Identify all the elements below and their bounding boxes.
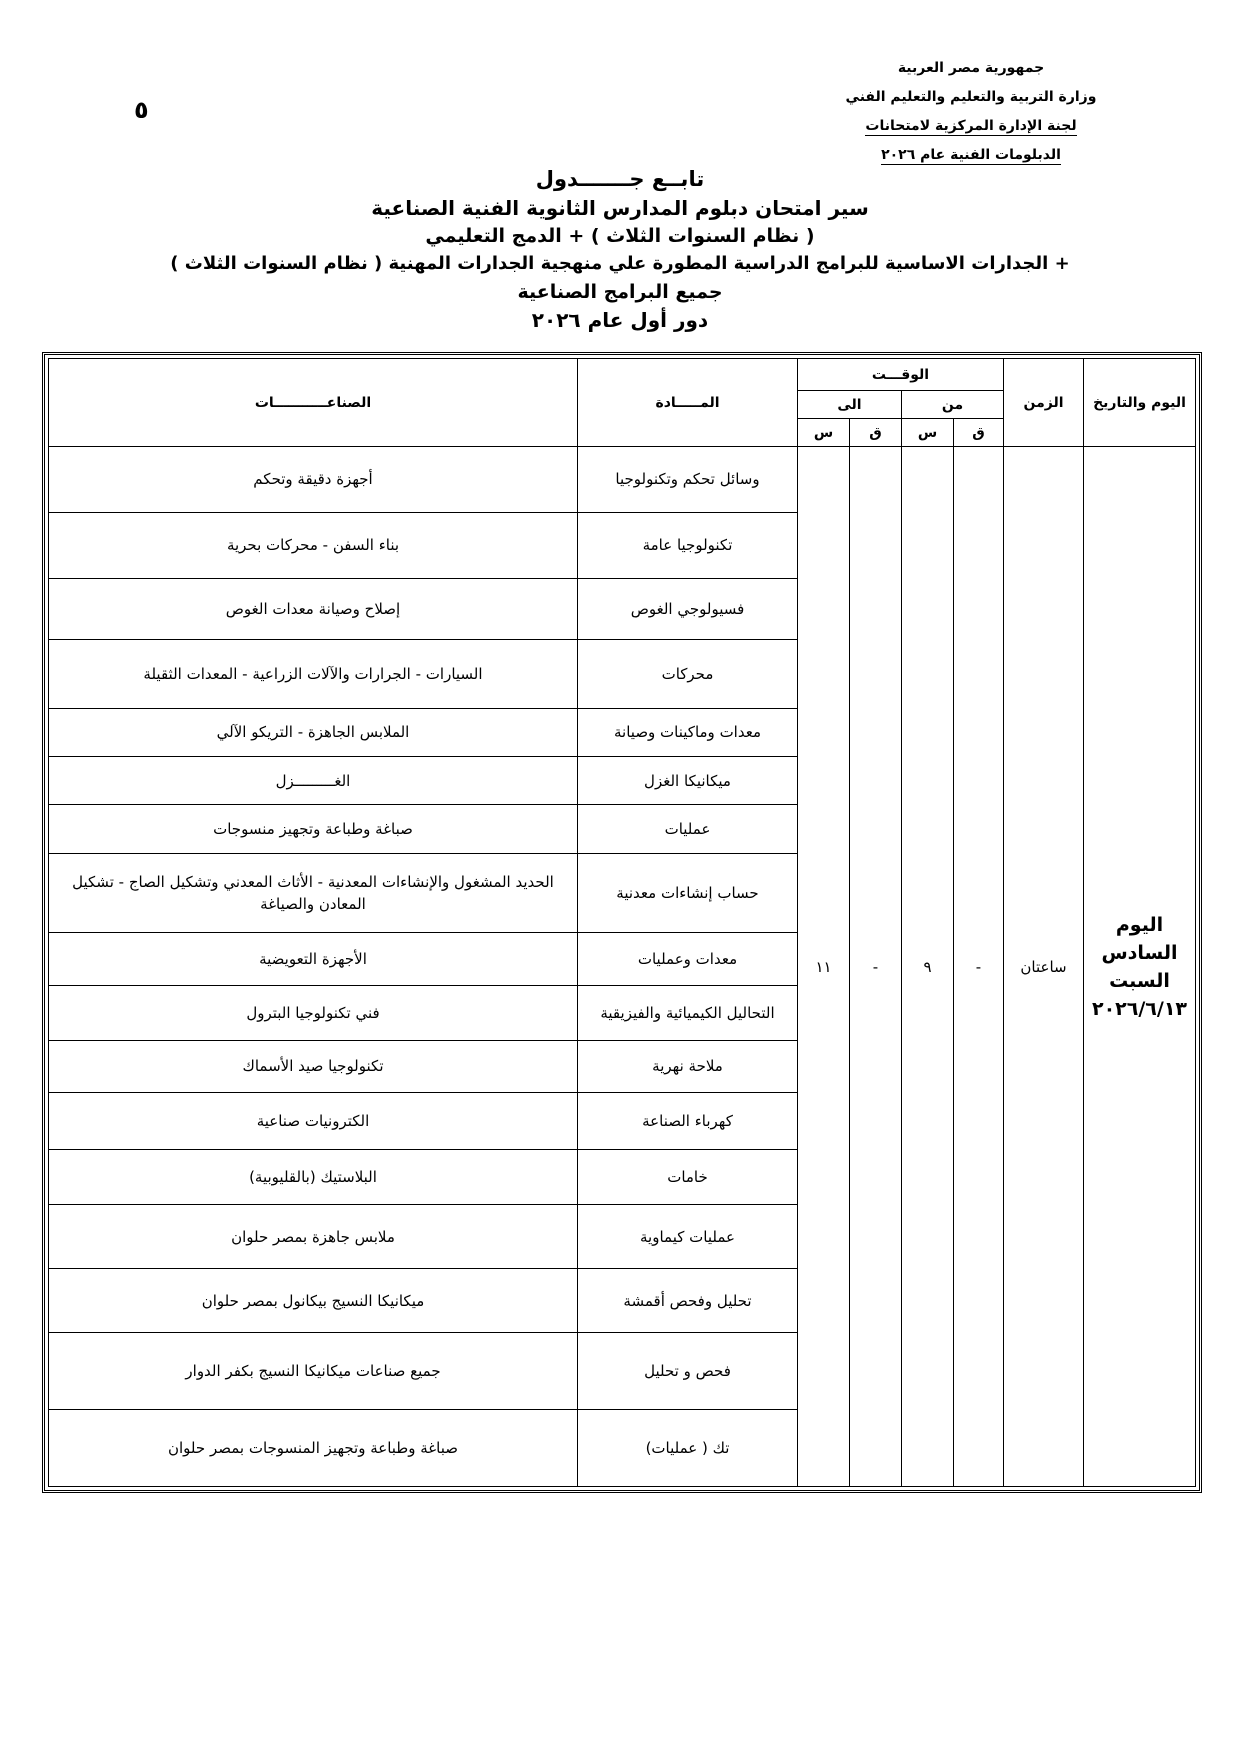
- industry-cell: الكترونيات صناعية: [49, 1093, 578, 1150]
- header-line-diplomas-text: الدبلومات الفنية عام ٢٠٢٦: [881, 147, 1061, 163]
- subject-cell: تحليل وفحص أقمشة: [578, 1269, 798, 1333]
- subject-cell: محركات: [578, 640, 798, 708]
- subject-cell: التحاليل الكيميائية والفيزيقية: [578, 985, 798, 1040]
- schedule-table: [48, 358, 1196, 1487]
- industry-cell: الأجهزة التعويضية: [49, 932, 578, 985]
- day-weekday: السبت: [1109, 969, 1170, 992]
- subject-cell: فسيولوجي الغوص: [578, 578, 798, 640]
- industry-cell: السيارات - الجرارات والآلات الزراعية - المعدات الثقيلة: [49, 640, 578, 708]
- industry-cell: الغـــــــــزل: [49, 756, 578, 804]
- header-line-ministry: وزارة التربية والتعليم والتعليم الفني: [845, 89, 1097, 105]
- title-block: [140, 164, 1100, 334]
- header-duration: الزمن: [1004, 359, 1084, 447]
- industry-cell: ميكانيكا النسيج بيكانول بمصر حلوان: [49, 1269, 578, 1333]
- title-system: ( نظام السنوات الثلاث ) + الدمج التعليمي: [425, 225, 815, 247]
- header-line-country: جمهورية مصر العربية: [897, 60, 1045, 76]
- industry-cell: الملابس الجاهزة - التريكو الآلي: [49, 708, 578, 756]
- industry-cell: الحديد المشغول والإنشاءات المعدنية - الأثاث المعدني وتشكيل الصاج - تشكيل المعادن والصياغة: [49, 853, 578, 932]
- industry-cell: جميع صناعات ميكانيكا النسيج بكفر الدوار: [49, 1332, 578, 1409]
- to-minute-cell: -: [850, 447, 902, 1487]
- to-hour-cell: ١١: [798, 447, 850, 1487]
- schedule-table-frame: [42, 352, 1202, 1493]
- subject-cell: ملاحة نهرية: [578, 1040, 798, 1093]
- header-day-date: اليوم والتاريخ: [1084, 359, 1196, 447]
- subject-cell: خامات: [578, 1150, 798, 1205]
- subject-cell: تك ( عمليات): [578, 1409, 798, 1486]
- subject-cell: معدات وماكينات وصيانة: [578, 708, 798, 756]
- header-subject: المـــــادة: [578, 359, 798, 447]
- industry-cell: أجهزة دقيقة وتحكم: [49, 447, 578, 513]
- header-from-minute: ق: [954, 419, 1004, 447]
- day-label: اليوم: [1115, 913, 1164, 936]
- industry-cell: صباغة وطباعة وتجهيز المنسوجات بمصر حلوان: [49, 1409, 578, 1486]
- subject-cell: كهرباء الصناعة: [578, 1093, 798, 1150]
- title-continuation: تابــع جـــــــدول: [535, 167, 705, 191]
- header-to-hour: س: [798, 419, 850, 447]
- subject-cell: عمليات كيماوية: [578, 1205, 798, 1269]
- subject-cell: عمليات: [578, 805, 798, 853]
- subject-cell: معدات وعمليات: [578, 932, 798, 985]
- subject-cell: وسائل تحكم وتكنولوجيا: [578, 447, 798, 513]
- title-session: دور أول عام ٢٠٢٦: [531, 308, 709, 332]
- industry-cell: تكنولوجيا صيد الأسماك: [49, 1040, 578, 1093]
- header-line-committee-text: لجنة الإدارة المركزية لامتحانات: [865, 118, 1077, 134]
- header-to-minute: ق: [850, 419, 902, 447]
- industry-cell: ملابس جاهزة بمصر حلوان: [49, 1205, 578, 1269]
- industry-cell: إصلاح وصيانة معدات الغوص: [49, 578, 578, 640]
- header-from-hour: س: [902, 419, 954, 447]
- subject-cell: ميكانيكا الغزل: [578, 756, 798, 804]
- exam-date: ٢٠٢٦/٦/١٣: [1091, 997, 1188, 1020]
- from-minute-cell: -: [954, 447, 1004, 1487]
- header-from: من: [902, 391, 1004, 419]
- duration-cell: ساعتان: [1004, 447, 1084, 1487]
- industry-cell: البلاستيك (بالقليوبية): [49, 1150, 578, 1205]
- day-date-cell: [1084, 447, 1196, 1487]
- subject-cell: فحص و تحليل: [578, 1332, 798, 1409]
- header-line-committee: [821, 112, 1121, 141]
- industry-cell: بناء السفن - محركات بحرية: [49, 512, 578, 578]
- industry-cell: صباغة وطباعة وتجهيز منسوجات: [49, 805, 578, 853]
- from-hour-cell: ٩: [902, 447, 954, 1487]
- header-time: الوقـــت: [798, 359, 1004, 391]
- title-exam-schedule: سير امتحان دبلوم المدارس الثانوية الفنية الصناعية: [371, 196, 869, 220]
- subject-cell: تكنولوجيا عامة: [578, 512, 798, 578]
- industry-cell: فني تكنولوجيا البترول: [49, 985, 578, 1040]
- subject-cell: حساب إنشاءات معدنية: [578, 853, 798, 932]
- table-row: [49, 447, 1196, 513]
- day-ordinal: السادس: [1101, 941, 1178, 964]
- header-industries: الصناعـــــــــــات: [49, 359, 578, 447]
- page-number: ٥: [134, 96, 149, 124]
- title-programs: جميع البرامج الصناعية: [517, 281, 723, 303]
- header-to: الى: [798, 391, 902, 419]
- ministry-header: [821, 54, 1121, 170]
- title-competencies: + الجدارات الاساسية للبرامج الدراسية المطورة علي منهجية الجدارات المهنية ( نظام السنوات الثلاث ): [170, 253, 1070, 274]
